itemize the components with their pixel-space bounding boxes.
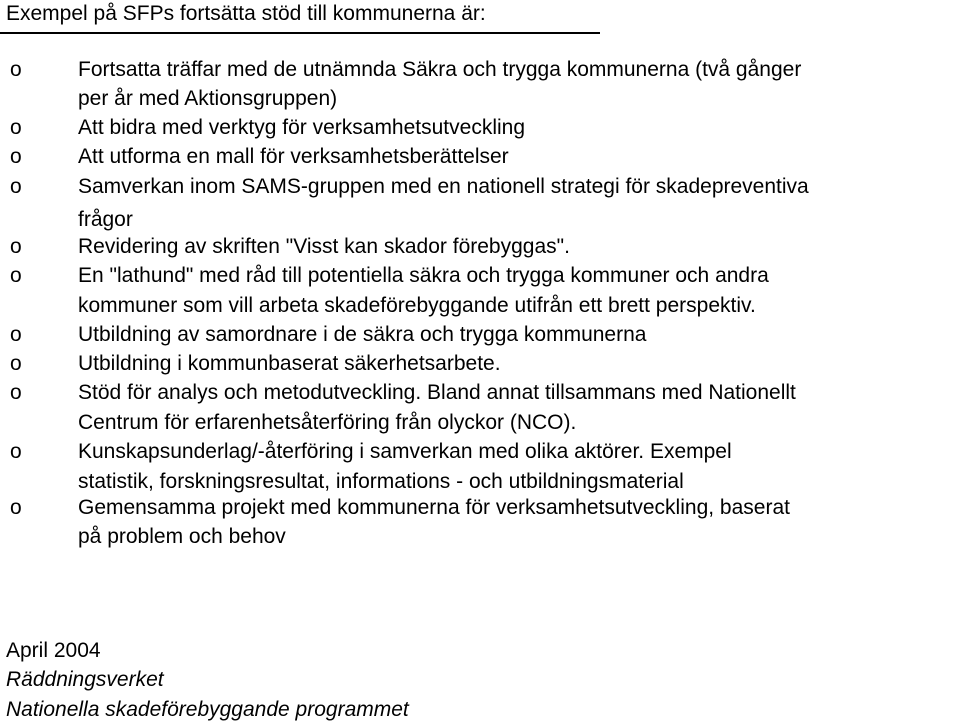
list-item-text: [78, 232, 950, 261]
bullet-icon: o: [10, 264, 22, 287]
list-item-line: Utbildning i kommunbaserat säkerhetsarbete.: [78, 352, 501, 375]
list-item-text: [78, 378, 950, 437]
bullet-icon: o: [10, 381, 22, 404]
bullet-icon: o: [10, 145, 22, 168]
list-item-line: frågor: [78, 208, 133, 231]
page-title: Exempel på SFPs fortsätta stöd till kommunerna är:: [6, 2, 486, 25]
footer-program: Nationella skadeförebyggande programmet: [6, 698, 409, 721]
bullet-icon: o: [10, 175, 22, 198]
list-item-text: [78, 113, 950, 142]
list-item-line: Fortsatta träffar med de utnämnda Säkra och trygga kommunerna (två gånger: [78, 58, 802, 81]
list-item-text: [78, 142, 950, 171]
list-item-text: [78, 493, 950, 551]
bullet-icon: o: [10, 116, 22, 139]
list-item-text: [78, 261, 950, 320]
footer-date: April 2004: [6, 639, 101, 662]
list-item-line: på problem och behov: [78, 525, 286, 548]
title-underline: [0, 32, 600, 34]
list-item-line: En "lathund" med råd till potentiella säkra och trygga kommuner och andra: [78, 264, 769, 287]
list-item-line: Stöd för analys och metodutveckling. Bland annat tillsammans med Nationellt: [78, 381, 796, 404]
list-item-text: [78, 320, 950, 349]
list-item-line: statistik, forskningsresultat, informations - och utbildningsmaterial: [78, 470, 684, 493]
list-item-line: Utbildning av samordnare i de säkra och trygga kommunerna: [78, 323, 647, 346]
list-item-line: per år med Aktionsgruppen): [78, 87, 338, 110]
list-item-line: Att bidra med verktyg för verksamhetsutveckling: [78, 116, 526, 139]
bullet-icon: o: [10, 496, 22, 519]
list-item-text: [78, 55, 950, 113]
list-item-line: Centrum för erfarenhetsåterföring från olyckor (NCO).: [78, 411, 577, 434]
list-item-line: kommuner som vill arbeta skadeförebyggande utifrån ett brett perspektiv.: [78, 294, 756, 317]
list-item-text: [78, 349, 950, 378]
footer-organization: Räddningsverket: [6, 668, 164, 691]
bullet-icon: o: [10, 58, 22, 81]
bullet-icon: o: [10, 235, 22, 258]
list-item-line: Revidering av skriften "Visst kan skador förebyggas".: [78, 235, 570, 258]
list-item-text: [78, 172, 950, 234]
bullet-icon: o: [10, 440, 22, 463]
list-item-line: Kunskapsunderlag/-återföring i samverkan med olika aktörer. Exempel: [78, 440, 732, 463]
list-item-line: Gemensamma projekt med kommunerna för verksamhetsutveckling, baserat: [78, 496, 790, 519]
bullet-icon: o: [10, 352, 22, 375]
list-item-text: [78, 437, 950, 496]
list-item-line: Samverkan inom SAMS-gruppen med en nationell strategi för skadepreventiva: [78, 175, 809, 198]
list-item-line: Att utforma en mall för verksamhetsberättelser: [78, 145, 509, 168]
bullet-icon: o: [10, 323, 22, 346]
